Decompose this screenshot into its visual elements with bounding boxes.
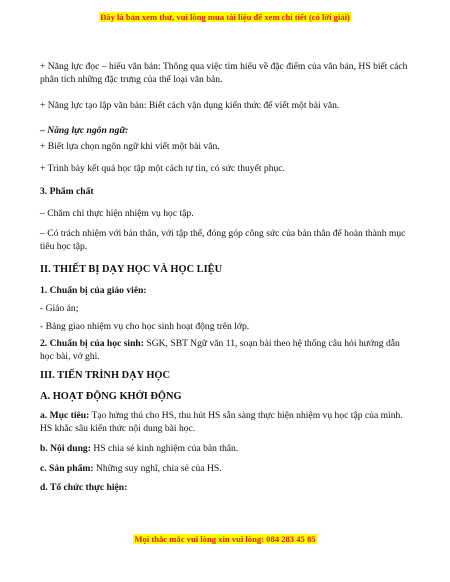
subheading-teacher-preparation: 1. Chuẩn bị của giáo viên:: [40, 285, 147, 296]
paragraph-responsibility: – Có trách nhiệm với bản thân, với tập thể, đóng góp công sức của bản thân để hoàn thành mục tiêu học tập.: [40, 228, 406, 252]
paragraph-language-choice: + Biết lựa chọn ngôn ngữ khi viết một bài văn.: [40, 141, 220, 152]
product-label: c. Sản phẩm:: [40, 463, 94, 474]
subheading-qualities: 3. Phẩm chất: [40, 186, 94, 197]
subheading-language-competence: – Năng lực ngôn ngữ:: [40, 125, 129, 136]
list-item-lesson-plan: - Giáo án;: [40, 303, 79, 314]
paragraph-content: [40, 442, 412, 455]
paragraph-reading-competence: + Năng lực đọc – hiểu văn bản: Thông qua việc tìm hiểu về đặc điểm của văn bản, HS biết cách phân tích những đặc trưng của thể loại văn bản.: [40, 61, 408, 85]
preview-notice-banner: [0, 12, 450, 22]
contact-footer-banner: [0, 534, 450, 544]
paragraph-presentation: + Trình bày kết quả học tập một cách tự tin, có sức thuyết phục.: [40, 163, 285, 174]
content-text: HS chia sẻ kinh nghiệm của bản thân.: [90, 443, 239, 454]
section-heading-teaching-process: III. TIẾN TRÌNH DẠY HỌC: [40, 370, 171, 381]
paragraph-product: [40, 462, 412, 475]
product-text: Những suy nghĩ, chia sẻ của HS.: [93, 463, 222, 474]
paragraph-diligence: – Chăm chỉ thực hiện nhiệm vụ học tập.: [40, 208, 194, 219]
student-preparation-label: 2. Chuẩn bị của học sinh:: [40, 338, 144, 349]
subheading-organization: d. Tổ chức thực hiện:: [40, 482, 128, 493]
student-preparation-text: SGK, SBT Ngữ văn 11, soạn bài theo hệ thống câu hỏi hướng dẫn học bài, vở ghi.: [40, 338, 400, 362]
list-item-task-board: - Bảng giao nhiệm vụ cho học sinh hoạt động trên lớp.: [40, 321, 250, 332]
paragraph-objective: [40, 409, 412, 435]
section-heading-warmup-activity: A. HOẠT ĐỘNG KHỞI ĐỘNG: [40, 391, 182, 402]
content-label: b. Nội dung:: [40, 443, 91, 454]
paragraph-writing-competence: + Năng lực tạo lập văn bản: Biết cách vận dụng kiến thức để viết một bài văn.: [40, 100, 340, 111]
section-heading-equipment: II. THIẾT BỊ DẠY HỌC VÀ HỌC LIỆU: [40, 264, 223, 275]
objective-text: Tạo hứng thú cho HS, thu hút HS sẵn sàng thực hiện nhiệm vụ học tập của mình. HS khắc sâu kiến thức nội dung bài học.: [40, 410, 403, 434]
objective-label: a. Mục tiêu:: [40, 410, 90, 421]
preview-notice-text: Đây là bản xem thử, vui lòng mua tài liệu để xem chi tiết (có lời giải): [100, 12, 350, 22]
paragraph-student-preparation: [40, 337, 412, 363]
contact-footer-text: Mọi thắc mắc vui lòng xin vui lòng: 084 283 45 85: [134, 534, 316, 544]
